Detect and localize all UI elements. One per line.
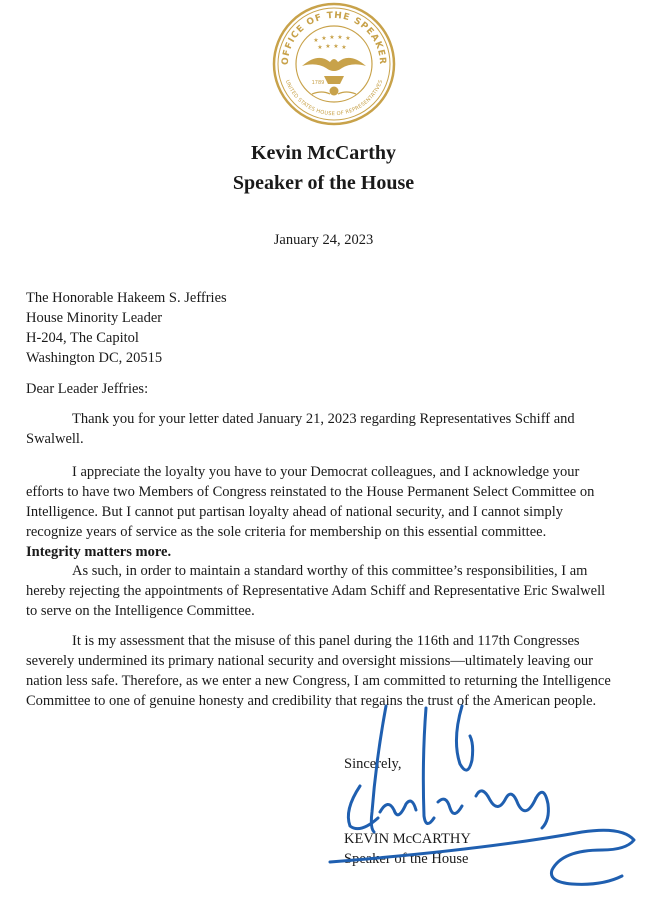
seal-ring-bottom-text: UNITED STATES HOUSE OF REPRESENTATIVES	[283, 79, 385, 118]
svg-text:★: ★	[317, 44, 323, 51]
paragraph-3: As such, in order to maintain a standard worthy of this committee’s responsibilities, I am hereby rejecting the appointments of Representative Adam Schiff and Representative Eric Swalwell to serve on the Intelligence Committee.	[26, 563, 606, 619]
svg-text:★: ★	[345, 35, 351, 42]
recipient-line: H-204, The Capitol	[26, 330, 139, 346]
closing-sincerely: Sincerely,	[344, 756, 402, 772]
signer-name: KEVIN McCARTHY	[344, 831, 471, 847]
recipient-address	[26, 288, 227, 368]
paragraph-2-text: I appreciate the loyalty you have to your Democrat colleagues, and I acknowledge your efforts to have two Members of Congress reinstated to the House Permanent Select Committee on Intelligence. But I cannot put partisan loyalty ahead of national security, and I cannot simply recognize years of service as the sole criteria for membership on this essential committee.	[26, 464, 595, 540]
letterhead-name: Kevin McCarthy	[251, 142, 396, 164]
seal-year: 1789	[311, 80, 325, 86]
recipient-line: House Minority Leader	[26, 310, 163, 326]
letter-date: January 24, 2023	[273, 232, 374, 248]
paragraph-2	[26, 462, 616, 562]
speaker-seal	[272, 2, 396, 126]
svg-text:★: ★	[333, 43, 339, 50]
svg-text:★: ★	[337, 34, 343, 41]
svg-text:★: ★	[325, 43, 331, 50]
recipient-line: Washington DC, 20515	[26, 350, 163, 366]
salutation: Dear Leader Jeffries:	[26, 381, 149, 397]
svg-text:★: ★	[329, 34, 335, 41]
seal-ring-top-text: OFFICE OF THE SPEAKER	[280, 10, 388, 66]
letterhead-title: Speaker of the House	[232, 172, 415, 194]
signer-title: Speaker of the House	[344, 851, 469, 867]
svg-text:★: ★	[321, 35, 327, 42]
recipient-line: The Honorable Hakeem S. Jeffries	[26, 290, 227, 306]
svg-text:★: ★	[341, 44, 347, 51]
paragraph-1: Thank you for your letter dated January 21, 2023 regarding Representatives Schiff and Swalwell.	[26, 411, 575, 447]
paragraph-4: It is my assessment that the misuse of this panel during the 116th and 117th Congresses severely undermined its primary national security and oversight missions—ultimately leaving our nation less safe. Therefore, as we enter a new Congress, I am committed to returning the Intelligence Committee to one of genuine honesty and credibility that regains the trust of the American people.	[26, 633, 611, 709]
paragraph-2-emphasis: Integrity matters more.	[26, 544, 172, 560]
svg-text:★: ★	[313, 37, 319, 44]
